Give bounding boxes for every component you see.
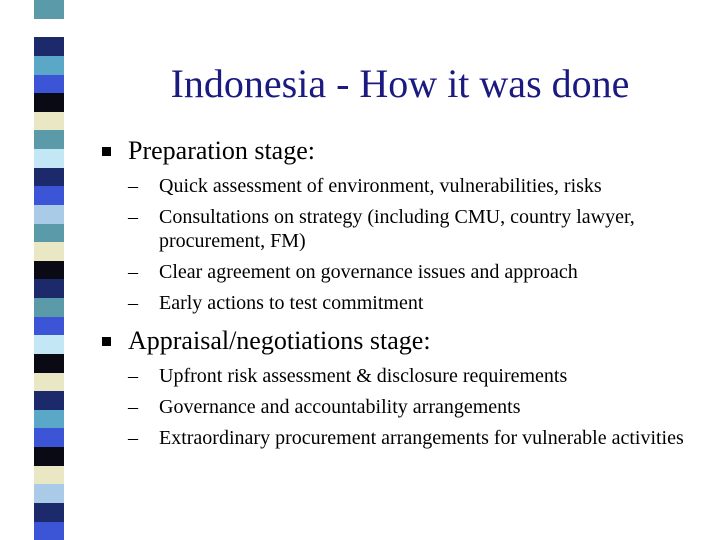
strip-block: [34, 354, 64, 373]
slide-title: Indonesia - How it was done: [170, 61, 630, 106]
strip-block: [34, 168, 64, 187]
strip-block: [34, 335, 64, 354]
preparation-items: [128, 174, 708, 322]
strip-block: [34, 279, 64, 298]
list-item: – Consultations on strategy (including CMU, country lawyer, procurement, FM): [128, 206, 635, 252]
strip-block: [34, 112, 64, 131]
section-heading-preparation: [102, 136, 315, 166]
dash-bullet: –: [128, 396, 138, 418]
list-item: – Clear agreement on governance issues and approach: [128, 261, 578, 283]
list-item: – Extraordinary procurement arrangements for vulnerable activities: [128, 427, 684, 449]
dash-bullet: –: [128, 175, 138, 197]
strip-block: [34, 410, 64, 429]
list-item: – Upfront risk assessment & disclosure requirements: [128, 365, 568, 387]
strip-block: [34, 37, 64, 56]
strip-block: [34, 522, 64, 540]
strip-block: [34, 466, 64, 485]
strip-block: [34, 130, 64, 149]
section-heading-text: Preparation stage:: [128, 136, 315, 165]
dash-bullet: –: [128, 206, 138, 228]
list-item: – Governance and accountability arrangements: [128, 396, 521, 418]
strip-block: [34, 186, 64, 205]
strip-block: [34, 224, 64, 243]
dash-bullet: –: [128, 292, 138, 314]
strip-block: [34, 484, 64, 503]
square-bullet-icon: [102, 147, 111, 156]
appraisal-items: [128, 364, 708, 457]
list-item: – Quick assessment of environment, vulnerabilities, risks: [128, 175, 602, 197]
strip-block: [34, 317, 64, 336]
strip-block: [34, 75, 64, 94]
strip-block: [34, 19, 64, 38]
list-item: – Early actions to test commitment: [128, 292, 424, 314]
dash-bullet: –: [128, 365, 138, 387]
dash-bullet: –: [128, 427, 138, 449]
strip-block: [34, 298, 64, 317]
strip-block: [34, 261, 64, 280]
decorative-color-strip: [34, 0, 64, 540]
strip-block: [34, 149, 64, 168]
section-heading-text: Appraisal/negotiations stage:: [128, 326, 431, 355]
section-heading-appraisal: [102, 326, 431, 356]
strip-block: [34, 242, 64, 261]
strip-block: [34, 391, 64, 410]
strip-block: [34, 93, 64, 112]
square-bullet-icon: [102, 337, 111, 346]
strip-block: [34, 428, 64, 447]
strip-block: [34, 0, 64, 19]
strip-block: [34, 447, 64, 466]
dash-bullet: –: [128, 261, 138, 283]
strip-block: [34, 205, 64, 224]
strip-block: [34, 503, 64, 522]
strip-block: [34, 56, 64, 75]
strip-block: [34, 373, 64, 392]
